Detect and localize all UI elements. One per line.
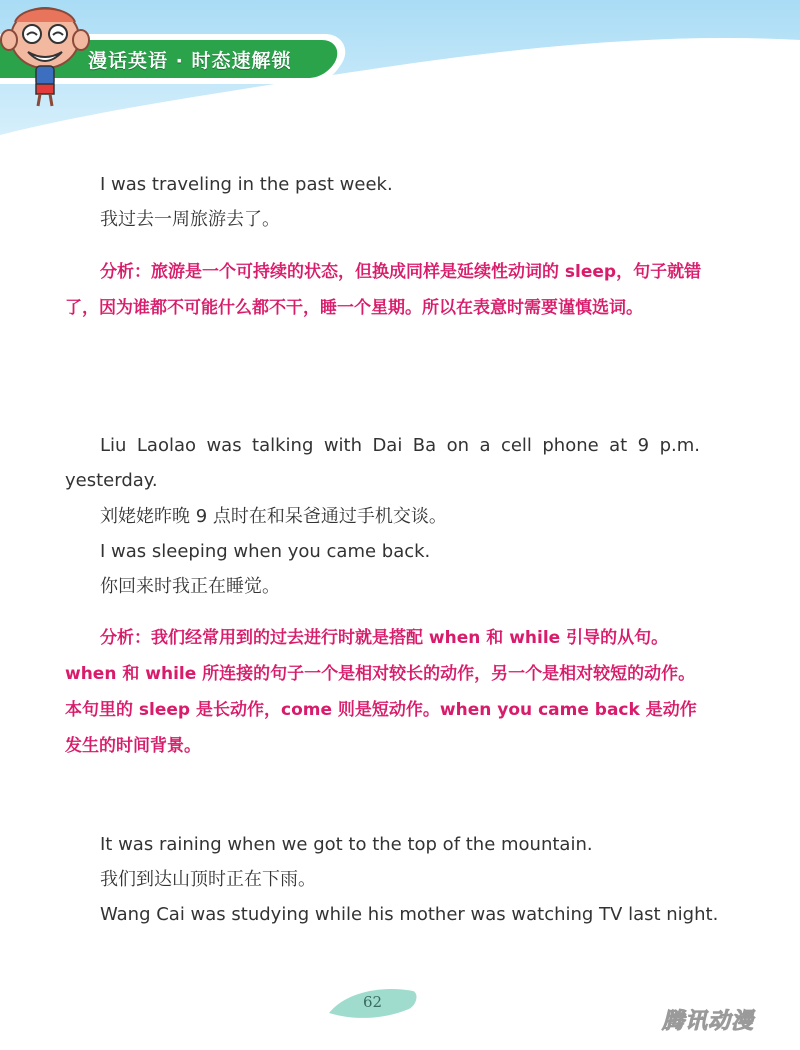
example-sentence-en: I was traveling in the past week.: [100, 174, 393, 195]
analysis-text: 分析：我们经常用到的过去进行时就是搭配 when 和 while 引导的从句。when 和 while 所连接的句子一个是相对较长的动作，另一个是相对较短的动作。本句里的 sleep 是长动作，come 则是短动作。when you came back 是动作发生的时间背景。: [65, 628, 697, 756]
example-sentence-en: Liu Laolao was talking with Dai Ba on a cell phone at 9 p.m.: [100, 435, 700, 456]
example-sentence-en: Wang Cai was studying while his mother was watching TV last night.: [100, 904, 719, 925]
example-sentence-zh: 刘姥姥昨晚 9 点时在和呆爸通过手机交谈。: [100, 506, 447, 527]
mascot-illustration: [0, 0, 90, 110]
header-title-badge: [88, 42, 291, 76]
example-sentence-zh: 我们到达山顶时正在下雨。: [100, 869, 316, 890]
example-sentence-en: I was sleeping when you came back.: [100, 541, 431, 562]
page-header: [0, 0, 800, 150]
example-sentence-zh: 你回来时我正在睡觉。: [100, 576, 280, 597]
analysis-paragraph: [65, 254, 703, 326]
header-title: 漫话英语 · 时态速解锁: [88, 49, 292, 72]
example-sentence-en: It was raining when we got to the top of the mountain.: [100, 834, 593, 855]
page-number: 62: [362, 993, 383, 1011]
watermark-logo: 腾讯动漫: [662, 1009, 755, 1034]
example-sentence-en-continued: yesterday.: [65, 470, 158, 491]
analysis-text: 分析：旅游是一个可持续的状态，但换成同样是延续性动词的 sleep，句子就错了，因为谁都不可能什么都不干，睡一个星期。所以在表意时需要谨慎选词。: [65, 262, 702, 318]
analysis-paragraph: [65, 620, 703, 764]
page-number-badge: [325, 985, 420, 1019]
example-sentence-zh: 我过去一周旅游去了。: [100, 209, 280, 230]
